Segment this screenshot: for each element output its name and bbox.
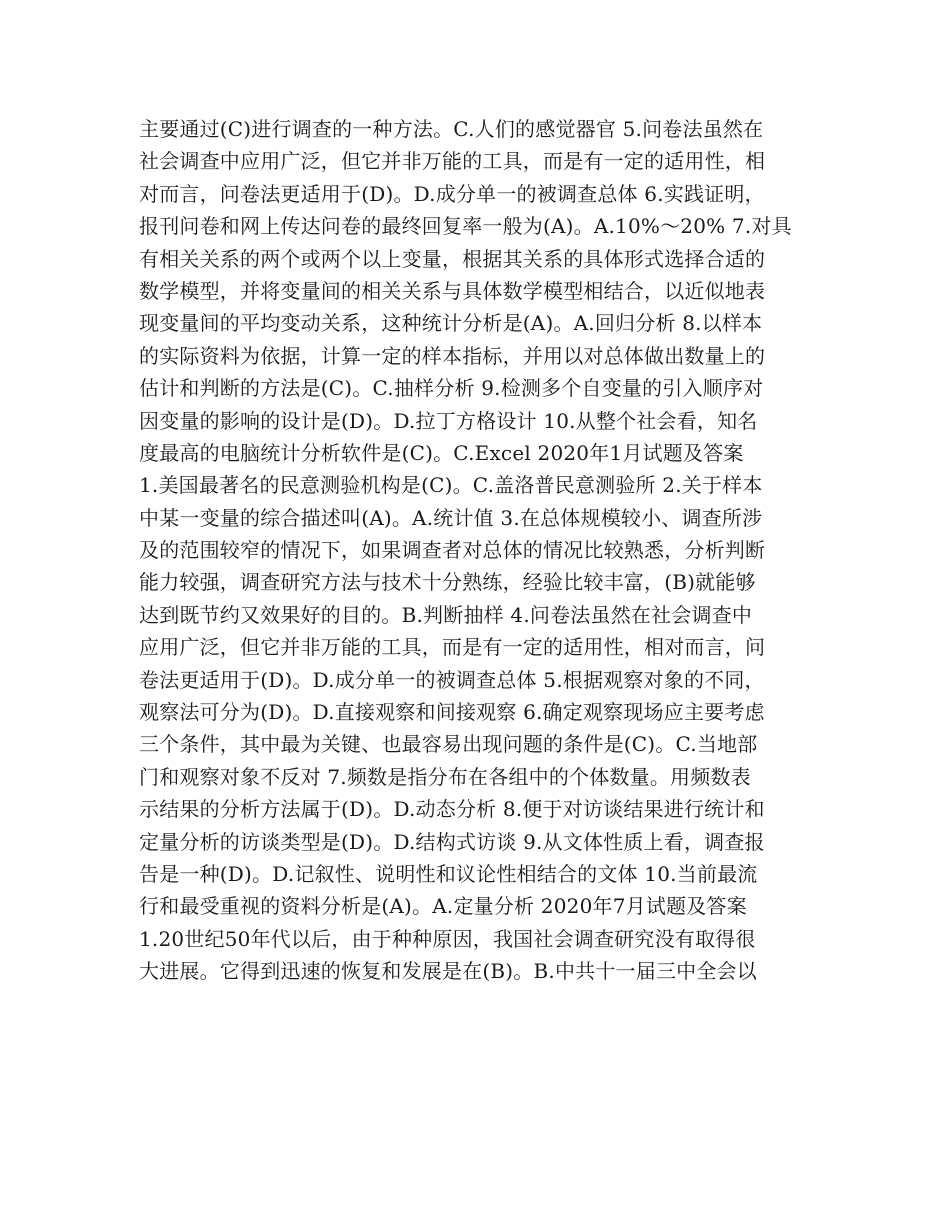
text-line: 能力较强，调查研究方法与技术十分熟练，经验比较丰富，(B)就能够 — [139, 570, 756, 595]
text-line: 行和最受重视的资料分析是(A)。A.定量分析 2020年7月试题及答案 — [139, 894, 747, 919]
text-line: 估计和判断的方法是(C)。C.抽样分析 9.检测多个自变量的引入顺序对 — [139, 376, 764, 401]
text-line: 社会调查中应用广泛，但它并非万能的工具，而是有一定的适用性，相 — [139, 149, 766, 174]
text-line: 度最高的电脑统计分析软件是(C)。C.Excel 2020年1月试题及答案 — [139, 440, 744, 465]
text-line: 中某一变量的综合描述叫(A)。A.统计值 3.在总体规模较小、调查所涉 — [139, 505, 763, 530]
text-line: 1.20世纪50年代以后，由于种种原因，我国社会调查研究没有取得很 — [139, 926, 756, 951]
text-line: 观察法可分为(D)。D.直接观察和间接观察 6.确定观察现场应主要考虑 — [139, 700, 765, 725]
text-line: 1.美国最著名的民意测验机构是(C)。C.盖洛普民意测验所 2.关于样本 — [139, 473, 763, 498]
text-line: 因变量的影响的设计是(D)。D.拉丁方格设计 10.从整个社会看，知名 — [139, 408, 758, 433]
text-line: 及的范围较窄的情况下，如果调查者对总体的情况比较熟悉，分析判断 — [139, 538, 766, 563]
text-line: 大进展。它得到迅速的恢复和发展是在(B)。B.中共十一届三中全会以 — [139, 959, 757, 984]
text-line: 报刊问卷和网上传达问卷的最终回复率一般为(A)。A.10%～20% 7.对具 — [139, 214, 792, 239]
text-line: 三个条件，其中最为关键、也最容易出现问题的条件是(C)。C.当地部 — [139, 732, 758, 757]
text-line: 示结果的分析方法属于(D)。D.动态分析 8.便于对访谈结果进行统计和 — [139, 797, 765, 822]
text-line: 门和观察对象不反对 7.频数是指分布在各组中的个体数量。用频数表 — [139, 764, 751, 789]
text-line: 主要通过(C)进行调查的一种方法。C.人们的感觉器官 5.问卷法虽然在 — [139, 117, 764, 141]
text-line: 应用广泛，但它并非万能的工具，而是有一定的适用性，相对而言，问 — [139, 635, 766, 660]
text-line: 数学模型，并将变量间的相关关系与具体数学模型相结合，以近似地表 — [139, 278, 766, 303]
text-line: 有相关关系的两个或两个以上变量，根据其关系的具体形式选择合适的 — [139, 246, 766, 271]
document-body — [139, 113, 814, 988]
text-line: 定量分析的访谈类型是(D)。D.结构式访谈 9.从文体性质上看，调查报 — [139, 829, 765, 854]
text-line: 达到既节约又效果好的目的。B.判断抽样 4.问卷法虽然在社会调查中 — [139, 602, 753, 627]
text-line: 告是一种(D)。D.记叙性、说明性和议论性相结合的文体 10.当前最流 — [139, 861, 758, 886]
text-line: 卷法更适用于(D)。D.成分单一的被调查总体 5.根据观察对象的不同， — [139, 667, 765, 692]
text-line: 对而言，问卷法更适用于(D)。D.成分单一的被调查总体 6.实践证明， — [139, 181, 765, 206]
text-line: 现变量间的平均变动关系，这种统计分析是(A)。A.回归分析 8.以样本 — [139, 311, 763, 336]
text-line: 的实际资料为依据，计算一定的样本指标，并用以对总体做出数量上的 — [139, 343, 766, 368]
